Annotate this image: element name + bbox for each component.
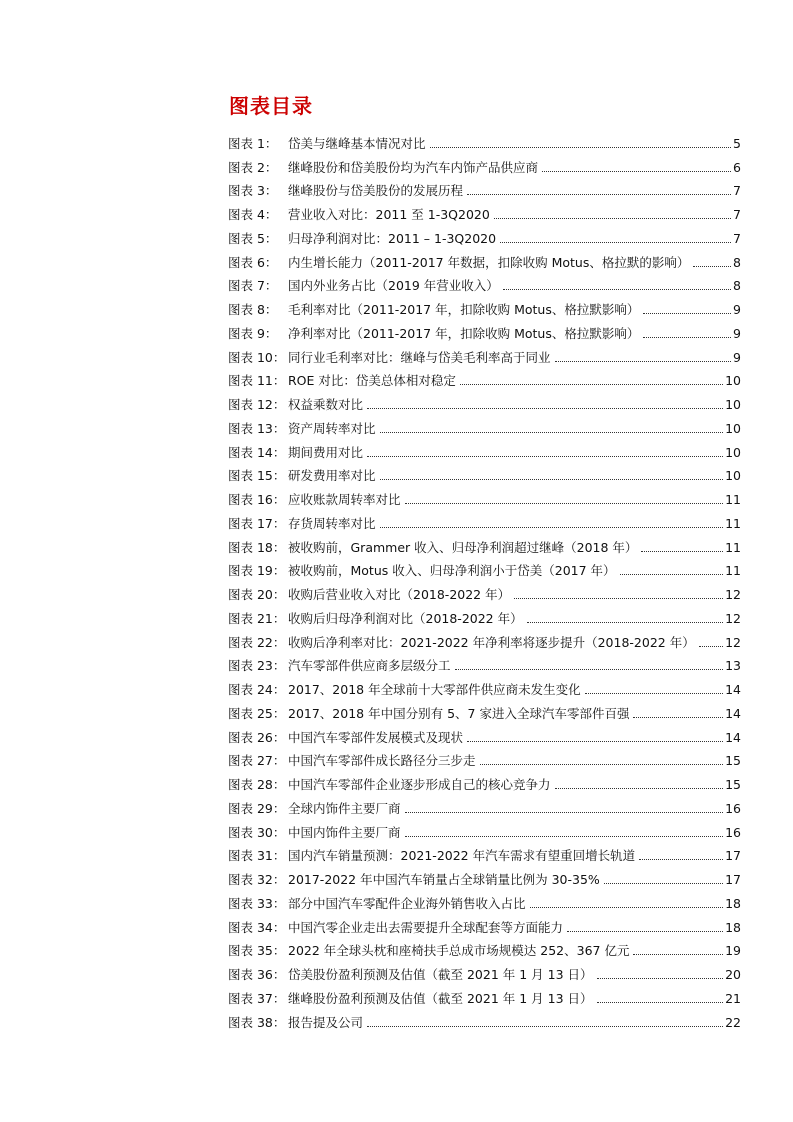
- toc-entry-page-number: 6: [733, 159, 741, 175]
- toc-entry[interactable]: [228, 388, 741, 412]
- toc-entry-title: 研发费用率对比: [288, 468, 376, 484]
- toc-dot-leader: [380, 431, 724, 433]
- toc-dot-leader: [633, 716, 723, 718]
- toc-entry[interactable]: [228, 768, 741, 792]
- toc-entry-label: 图表 13：: [228, 420, 286, 436]
- toc-dot-leader: [620, 573, 724, 575]
- toc-entry-page-number: 8: [733, 278, 741, 294]
- toc-entry-page-number: 12: [725, 587, 741, 602]
- toc-entry-title: 中国汽零企业走出去需要提升全球配套等方面能力: [288, 919, 564, 935]
- toc-entry-page-number: 16: [725, 824, 741, 840]
- toc-dot-leader: [597, 1001, 724, 1003]
- toc-entry-title: 净利率对比（2011-2017 年，扣除收购 Motus、格拉默影响）: [288, 325, 640, 341]
- toc-entry-label: 图表 9：: [228, 325, 278, 341]
- toc-entry-page-number: 15: [725, 777, 741, 792]
- toc-entry-label: 图表 5：: [228, 230, 278, 246]
- toc-entry-label: 图表 6：: [228, 254, 278, 270]
- toc-entry-title: 中国汽车零部件成长路径分三步走: [288, 753, 476, 769]
- toc-dot-leader: [555, 787, 724, 789]
- toc-dot-leader: [380, 478, 724, 480]
- toc-entry-page-number: 12: [725, 634, 741, 650]
- toc-entry-title: 继峰股份和岱美股份均为汽车内饰产品供应商: [288, 159, 539, 175]
- toc-entry-label: 图表 22：: [228, 634, 286, 650]
- toc-dot-leader: [633, 953, 723, 955]
- toc-entry-label: 图表 1：: [228, 135, 278, 151]
- toc-entry-title: 资产周转率对比: [288, 420, 376, 436]
- toc-entry[interactable]: [228, 460, 741, 484]
- toc-entry[interactable]: [228, 911, 741, 935]
- toc-entry-label: 图表 11：: [228, 373, 286, 389]
- toc-entry-label: 图表 15：: [228, 468, 286, 484]
- toc-entry-page-number: 8: [733, 254, 741, 270]
- toc-entry[interactable]: [228, 721, 741, 745]
- toc-dot-leader: [367, 407, 723, 409]
- toc-entry[interactable]: [228, 365, 741, 389]
- toc-entry-title: 归母净利润对比：2011 – 1-3Q2020: [288, 230, 497, 246]
- toc-entry-page-number: 5: [733, 135, 741, 151]
- toc-entry[interactable]: [228, 626, 741, 650]
- toc-entry-title: 中国汽车零部件发展模式及现状: [288, 729, 464, 745]
- toc-entry-label: 图表 14：: [228, 444, 286, 460]
- toc-entry-label: 图表 35：: [228, 943, 286, 959]
- toc-entry[interactable]: [228, 293, 741, 317]
- toc-entry-title: 报告提及公司: [288, 1014, 364, 1030]
- toc-entry-title: 中国内饰件主要厂商: [288, 824, 401, 840]
- toc-entry[interactable]: [228, 270, 741, 294]
- toc-dot-leader: [467, 193, 731, 195]
- toc-entry-page-number: 7: [733, 230, 741, 246]
- toc-entry-label: 图表 29：: [228, 800, 286, 816]
- toc-dot-leader: [430, 146, 732, 148]
- toc-dot-leader: [405, 835, 724, 837]
- toc-entry-title: 收购后营业收入对比（2018-2022 年）: [288, 587, 511, 602]
- toc-entry-title: 继峰股份与岱美股份的发展历程: [288, 183, 464, 199]
- toc-entry-title: 期间费用对比: [288, 444, 364, 460]
- toc-entry-page-number: 17: [725, 872, 741, 887]
- toc-entry[interactable]: [228, 483, 741, 507]
- toc-entry-page-number: 11: [725, 563, 741, 579]
- toc-entry-label: 图表 25：: [228, 705, 286, 721]
- toc-entry[interactable]: [228, 341, 741, 365]
- toc-dot-leader: [405, 502, 724, 504]
- toc-dot-leader: [699, 645, 723, 647]
- toc-entry[interactable]: [228, 816, 741, 840]
- toc-entry[interactable]: [228, 792, 741, 816]
- toc-entry[interactable]: [228, 935, 741, 959]
- toc-entry-label: 图表 20：: [228, 587, 286, 602]
- toc-entry-label: 图表 8：: [228, 302, 278, 317]
- toc-entry-page-number: 20: [725, 967, 741, 982]
- toc-entry-page-number: 14: [725, 729, 741, 745]
- toc-entry[interactable]: [228, 317, 741, 341]
- toc-entry-page-number: 11: [725, 515, 741, 531]
- toc-entry-label: 图表 30：: [228, 824, 286, 840]
- toc-entry-title: 汽车零部件供应商多层级分工: [288, 658, 451, 674]
- toc-dot-leader: [585, 692, 723, 694]
- toc-entry-page-number: 9: [733, 349, 741, 365]
- toc-entry-title: 国内汽车销量预测：2021-2022 年汽车需求有望重回增长轨道: [288, 848, 636, 864]
- toc-entry[interactable]: [228, 863, 741, 887]
- toc-entry[interactable]: [228, 958, 741, 982]
- toc-entry-label: 图表 38：: [228, 1014, 286, 1030]
- toc-dot-leader: [494, 217, 731, 219]
- toc-entry-label: 图表 31：: [228, 848, 286, 864]
- toc-entry-page-number: 14: [725, 682, 741, 697]
- toc-entry-label: 图表 7：: [228, 278, 278, 294]
- toc-entry-label: 图表 24：: [228, 682, 286, 697]
- toc-dot-leader: [460, 383, 723, 385]
- toc-entry-page-number: 13: [725, 658, 741, 674]
- toc-entry-title: 岱美与继峰基本情况对比: [288, 135, 426, 151]
- toc-entry[interactable]: [228, 982, 741, 1006]
- toc-entry-page-number: 17: [725, 848, 741, 864]
- toc-dot-leader: [643, 336, 731, 338]
- toc-dot-leader: [405, 811, 724, 813]
- toc-dot-leader: [639, 858, 723, 860]
- toc-entry[interactable]: [228, 555, 741, 579]
- toc-entry[interactable]: [228, 840, 741, 864]
- toc-entry-title: ROE 对比：岱美总体相对稳定: [288, 373, 456, 389]
- toc-entry-label: 图表 23：: [228, 658, 286, 674]
- toc-entry-title: 中国汽车零部件企业逐步形成自己的核心竞争力: [288, 777, 551, 792]
- toc-entry-title: 权益乘数对比: [288, 397, 364, 412]
- toc-entry-page-number: 19: [725, 943, 741, 959]
- toc-dot-leader: [555, 360, 732, 362]
- toc-entry-page-number: 7: [733, 183, 741, 199]
- toc-entry-label: 图表 28：: [228, 777, 286, 792]
- toc-entry-page-number: 7: [733, 207, 741, 222]
- toc-entry[interactable]: [228, 531, 741, 555]
- toc-entry-page-number: 16: [725, 800, 741, 816]
- toc-entry-label: 图表 32：: [228, 872, 286, 887]
- toc-entry-label: 图表 26：: [228, 729, 286, 745]
- toc-entry-label: 图表 33：: [228, 895, 286, 911]
- toc-entry[interactable]: [228, 887, 741, 911]
- toc-entry[interactable]: [228, 1006, 741, 1030]
- toc-dot-leader: [567, 930, 723, 932]
- toc-entry-title: 岱美股份盈利预测及估值（截至 2021 年 1 月 13 日）: [288, 967, 593, 982]
- toc-dot-leader: [380, 526, 724, 528]
- toc-entry-title: 内生增长能力（2011-2017 年数据，扣除收购 Motus、格拉默的影响）: [288, 254, 690, 270]
- toc-entry-page-number: 22: [725, 1014, 741, 1030]
- toc-entry[interactable]: [228, 650, 741, 674]
- page-title: 图表目录: [229, 94, 313, 118]
- toc-entry-title: 营业收入对比：2011 至 1-3Q2020: [288, 207, 490, 222]
- toc-entry-label: 图表 34：: [228, 919, 286, 935]
- toc-entry-page-number: 18: [725, 919, 741, 935]
- toc-entry-label: 图表 21：: [228, 610, 286, 626]
- toc-dot-leader: [367, 455, 723, 457]
- toc-dot-leader: [530, 906, 724, 908]
- toc-dot-leader: [693, 265, 731, 267]
- table-of-figures: [228, 127, 741, 1030]
- toc-entry-title: 国内外业务占比（2019 年营业收入）: [288, 278, 499, 294]
- toc-dot-leader: [500, 241, 731, 243]
- toc-entry-page-number: 11: [725, 539, 741, 555]
- toc-entry-page-number: 10: [725, 373, 741, 389]
- toc-entry-page-number: 9: [733, 302, 741, 317]
- toc-entry-title: 被收购前，Grammer 收入、归母净利润超过继峰（2018 年）: [288, 539, 638, 555]
- toc-dot-leader: [597, 977, 724, 979]
- toc-entry-title: 2022 年全球头枕和座椅扶手总成市场规模达 252、367 亿元: [288, 943, 630, 959]
- toc-entry-label: 图表 19：: [228, 563, 286, 579]
- toc-entry-page-number: 10: [725, 444, 741, 460]
- toc-dot-leader: [367, 1025, 723, 1027]
- toc-entry-title: 部分中国汽车零配件企业海外销售收入占比: [288, 895, 526, 911]
- toc-entry-label: 图表 3：: [228, 183, 278, 199]
- toc-entry-page-number: 10: [725, 397, 741, 412]
- toc-entry-title: 收购后净利率对比：2021-2022 年净利率将逐步提升（2018-2022 年）: [288, 634, 695, 650]
- toc-entry-title: 2017-2022 年中国汽车销量占全球销量比例为 30-35%: [288, 872, 600, 887]
- toc-entry-title: 全球内饰件主要厂商: [288, 800, 401, 816]
- toc-entry-page-number: 15: [725, 753, 741, 769]
- toc-entry-title: 收购后归母净利润对比（2018-2022 年）: [288, 610, 523, 626]
- toc-entry[interactable]: [228, 222, 741, 246]
- toc-entry-title: 毛利率对比（2011-2017 年，扣除收购 Motus、格拉默影响）: [288, 302, 640, 317]
- toc-dot-leader: [467, 740, 723, 742]
- toc-entry-page-number: 12: [725, 610, 741, 626]
- toc-entry-title: 应收账款周转率对比: [288, 492, 401, 507]
- toc-entry[interactable]: [228, 745, 741, 769]
- toc-entry[interactable]: [228, 198, 741, 222]
- toc-entry-page-number: 11: [725, 492, 741, 507]
- toc-entry[interactable]: [228, 697, 741, 721]
- toc-entry[interactable]: [228, 507, 741, 531]
- toc-entry-label: 图表 2：: [228, 159, 278, 175]
- toc-entry-page-number: 10: [725, 420, 741, 436]
- toc-entry-title: 存货周转率对比: [288, 515, 376, 531]
- toc-entry-page-number: 21: [725, 990, 741, 1006]
- toc-dot-leader: [643, 312, 731, 314]
- toc-dot-leader: [455, 668, 724, 670]
- toc-dot-leader: [604, 882, 723, 884]
- toc-entry[interactable]: [228, 127, 741, 151]
- toc-entry-title: 2017、2018 年全球前十大零部件供应商未发生变化: [288, 682, 581, 697]
- toc-entry[interactable]: [228, 578, 741, 602]
- toc-entry-label: 图表 16：: [228, 492, 286, 507]
- toc-entry-page-number: 9: [733, 325, 741, 341]
- toc-entry[interactable]: [228, 412, 741, 436]
- toc-entry-label: 图表 18：: [228, 539, 286, 555]
- toc-entry-title: 被收购前，Motus 收入、归母净利润小于岱美（2017 年）: [288, 563, 616, 579]
- toc-entry-title: 同行业毛利率对比：继峰与岱美毛利率高于同业: [288, 349, 551, 365]
- toc-dot-leader: [641, 550, 723, 552]
- toc-dot-leader: [503, 288, 731, 290]
- toc-entry[interactable]: [228, 436, 741, 460]
- toc-entry-label: 图表 4：: [228, 207, 278, 222]
- toc-entry-label: 图表 10：: [228, 349, 286, 365]
- toc-entry-label: 图表 17：: [228, 515, 286, 531]
- toc-entry-title: 继峰股份盈利预测及估值（截至 2021 年 1 月 13 日）: [288, 990, 593, 1006]
- toc-dot-leader: [480, 763, 724, 765]
- toc-entry[interactable]: [228, 602, 741, 626]
- toc-entry-page-number: 14: [725, 705, 741, 721]
- toc-dot-leader: [542, 170, 731, 172]
- toc-entry[interactable]: [228, 673, 741, 697]
- toc-entry[interactable]: [228, 151, 741, 175]
- toc-entry-label: 图表 27：: [228, 753, 286, 769]
- toc-entry-label: 图表 37：: [228, 990, 286, 1006]
- toc-dot-leader: [514, 597, 723, 599]
- toc-entry-page-number: 10: [725, 468, 741, 484]
- toc-entry-title: 2017、2018 年中国分别有 5、7 家进入全球汽车零部件百强: [288, 705, 630, 721]
- toc-entry-label: 图表 12：: [228, 397, 286, 412]
- toc-dot-leader: [527, 621, 723, 623]
- toc-entry[interactable]: [228, 175, 741, 199]
- toc-entry-page-number: 18: [725, 895, 741, 911]
- toc-entry[interactable]: [228, 246, 741, 270]
- toc-entry-label: 图表 36：: [228, 967, 286, 982]
